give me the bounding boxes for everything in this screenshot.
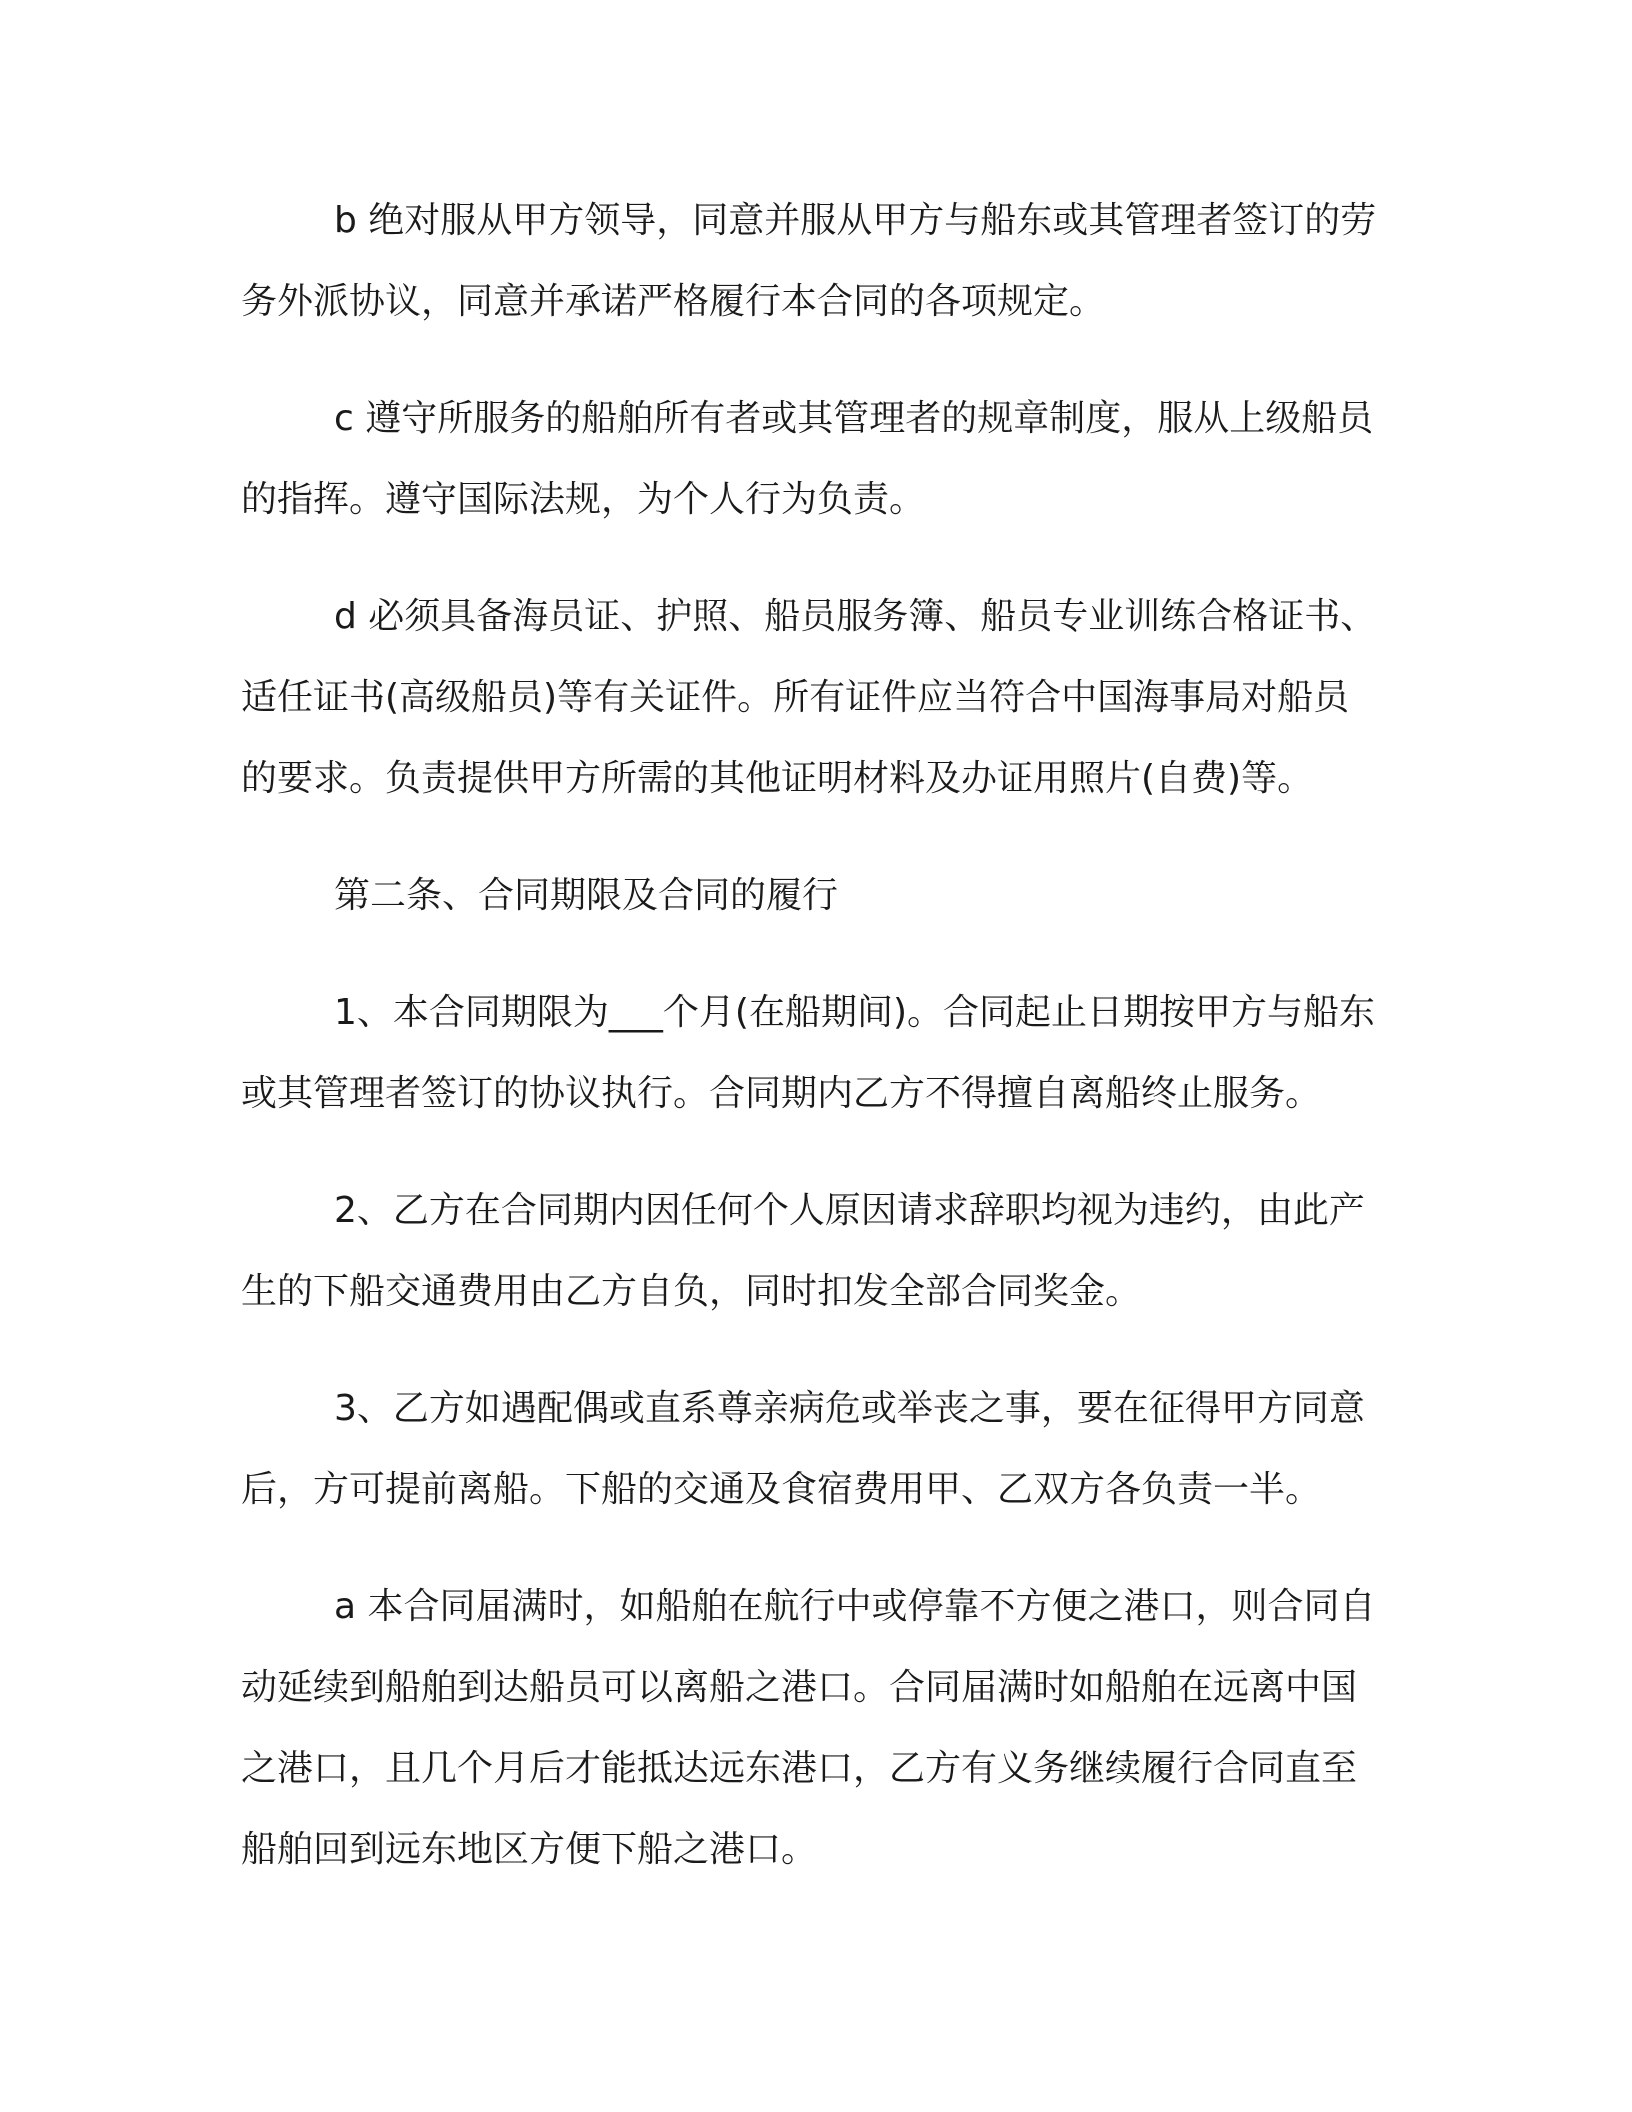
clause-1-paragraph: 1、本合同期限为___个月(在船期间)。合同起止日期按甲方与船东或其管理者签订的协议执行。合同期内乙方不得擅自离船终止服务。: [241, 992, 1375, 1114]
clause-2-paragraph: 2、乙方在合同期内因任何个人原因请求辞职均视为违约，由此产生的下船交通费用由乙方自负，同时扣发全部合同奖金。: [241, 1190, 1365, 1312]
clause-c-paragraph: c 遵守所服务的船舶所有者或其管理者的规章制度，服从上级船员的指挥。遵守国际法规，为个人行为负责。: [241, 398, 1374, 520]
clause-a-paragraph: a 本合同届满时，如船舶在航行中或停靠不方便之港口，则合同自动延续到船舶到达船员可以离船之港口。合同届满时如船舶在远离中国之港口，且几个月后才能抵达远东港口，乙方有义务继续履行合同直至船舶回到远东地区方便下船之港口。: [241, 1586, 1376, 1870]
clause-d-paragraph: d 必须具备海员证、护照、船员服务簿、船员专业训练合格证书、适任证书(高级船员)等有关证件。所有证件应当符合中国海事局对船员的要求。负责提供甲方所需的其他证明材料及办证用照片(自费)等。: [241, 596, 1377, 799]
document-body: [241, 180, 1381, 1926]
article-2-heading: 第二条、合同期限及合同的履行: [334, 875, 839, 916]
clause-3-paragraph: 3、乙方如遇配偶或直系尊亲病危或举丧之事，要在征得甲方同意后，方可提前离船。下船的交通及食宿费用甲、乙双方各负责一半。: [241, 1388, 1365, 1510]
clause-b-paragraph: b 绝对服从甲方领导，同意并服从甲方与船东或其管理者签订的劳务外派协议，同意并承诺严格履行本合同的各项规定。: [241, 200, 1377, 322]
